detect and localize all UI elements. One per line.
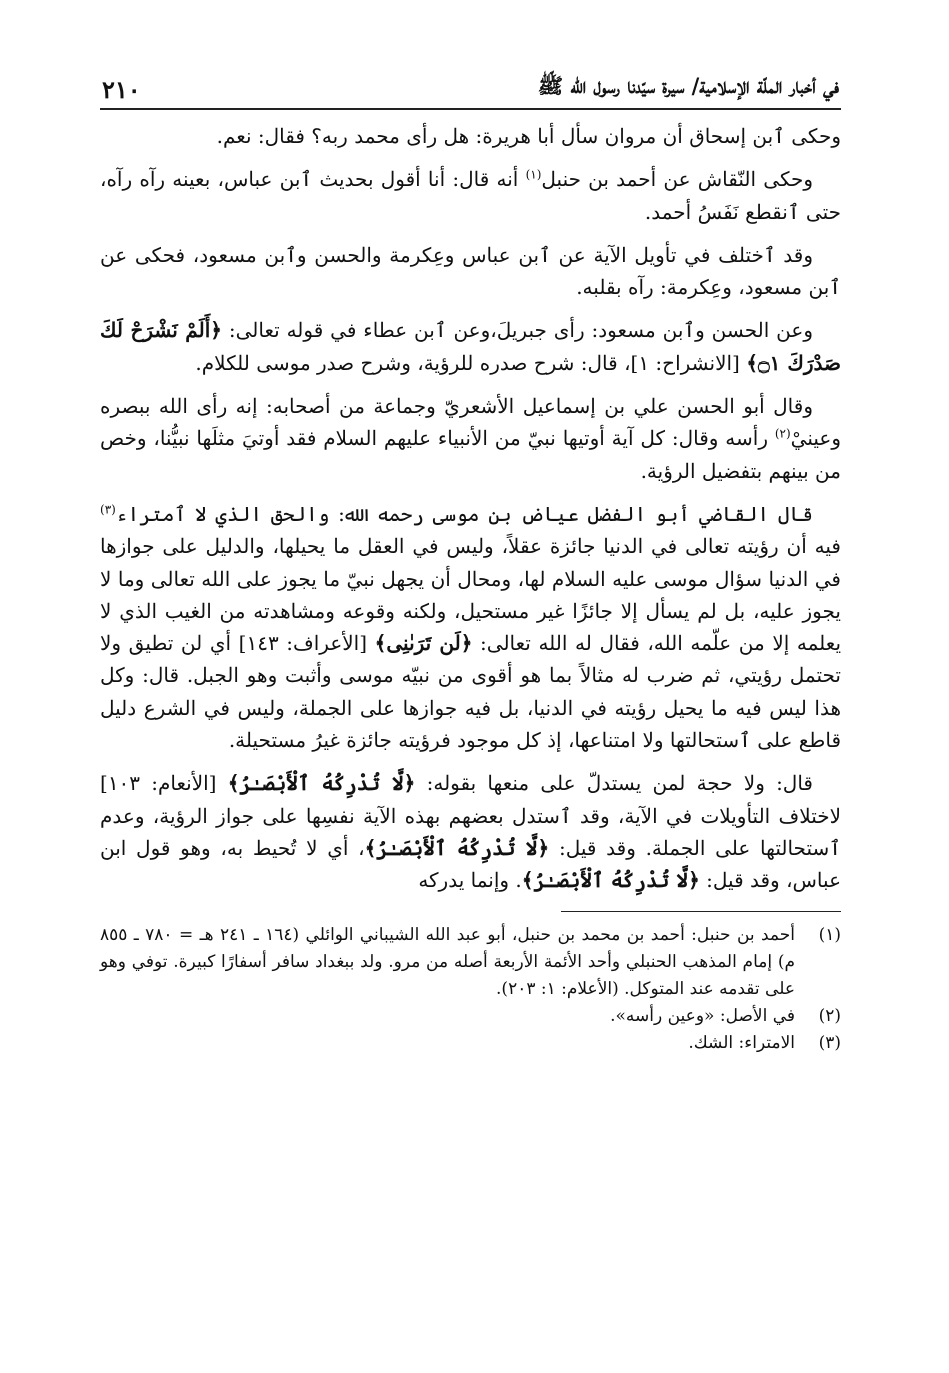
- footnote-text: الامتراء: الشك.: [688, 1032, 795, 1053]
- footnote-number: (٢): [818, 1005, 841, 1026]
- paragraph-text: أنه قال: أنا أقول بحديث ٱبن عباس، بعينه رآه رآه، حتى ٱنقطع نَفَسُ أحمد.: [100, 167, 841, 224]
- paragraph: [100, 239, 841, 304]
- paragraph-text: وحكى النّقاش عن أحمد بن حنبل: [541, 167, 814, 192]
- paragraph-text: وقد ٱختلف في تأويل الآية عن ٱبن عباس وعِكرمة والحسن وٱبن مسعود، فحكى عن ٱبن مسعود، وعِكرمة: رآه بقلبه.: [100, 242, 841, 300]
- paragraph-text: رأسه وقال: كل آية أوتيها نبيّ من الأنبياء عليهم السلام فقد أوتيَ مثلَها نبيُّنا، وخص من بينهم بتفضيل الرؤية.: [100, 426, 841, 483]
- paragraph-text: . وإنما يدركه: [418, 868, 522, 893]
- paragraph-text: قال القاضي أبو الفضل عياض بن موسى رحمه الله: والحق الذي لا ٱمتراء: [115, 501, 813, 526]
- paragraph: [100, 163, 841, 228]
- quran-quote: ﴿لَّا تُدْرِكُهُ ٱلْأَبْصَـٰرُ﴾: [521, 868, 700, 893]
- paragraph-text: وحكى ٱبن إسحاق أن مروان سأل أبا هريرة: هل رأى محمد ربه؟ فقال: نعم.: [216, 124, 841, 148]
- footnote-text: أحمد بن حنبل: أحمد بن محمد بن حنبل، أبو عبد الله الشيباني الوائلي (١٦٤ ـ ٢٤١ هـ = ٧٨٠ ـ ٨٥٥ م) إمام المذهب الحنبلي وأحد الأئمة الأربعة أصله من مرو. ولد ببغداد سافر أسفارًا كبيرة. توفي وهو على تقدمه عند المتوكل. (الأعلام: ١: ٢٠٣).: [100, 924, 795, 999]
- paragraph-text: ، أي لا تُحيط به، وهو قول ابن عباس، وقد قيل:: [100, 835, 841, 893]
- paragraph-text: [الانشراح: ١]، قال: شرح صدره للرؤية، وشرح صدر موسى للكلام.: [195, 350, 747, 375]
- paragraph-text: فيه أن رؤيته تعالى في الدنيا جائزة عقلاً، وليس في العقل ما يحيلها، والدليل على جوازها في الدنيا سؤال موسى عليه السلام لها، ومحال أن يجهل نبيّ ما يجوز على الله تعالى وما لا يجوز عليه، بل لم يسأل إلا جائزًا غير مستحيل، ولكنه وقوعه ومشاهدته من الغيب الذي لا يعلمه إلا من علّمه الله، فقال له الله تعالى:: [100, 534, 842, 656]
- footnotes: [100, 922, 841, 1057]
- running-title: في أخبار الملّة الإسلامية/ سيرة سيّدنا رسول الله ﷺ: [537, 73, 839, 98]
- footnote-reference: (٢): [774, 426, 791, 441]
- footnote-number: (٣): [818, 1032, 841, 1053]
- paragraph-text: وقال أبو الحسن علي بن إسماعيل الأشعريّ وجماعة من أصحابه: إنه رأى الله ببصره وعينيْ: [100, 394, 841, 451]
- paragraph: [100, 314, 841, 379]
- paragraph: [100, 390, 841, 487]
- footnote-reference: (٣): [100, 502, 116, 517]
- quran-quote: ﴿لَن تَرَىٰنِى﴾: [374, 631, 473, 656]
- footnote-number: (١): [818, 924, 841, 945]
- header-rule: [100, 108, 841, 110]
- paragraph-text: قال: ولا حجة لمن يستدلّ على منعها بقوله:: [415, 771, 813, 796]
- quran-quote: ﴿لَّا تُدْرِكُهُ ٱلْأَبْصَـٰرُ﴾: [227, 771, 416, 796]
- paragraph-text: [الأنعام: ١٠٣] لاختلاف التأويلات في الآية، وقد ٱستدل بعضهم بهذه الآية نفسِها على جواز الرؤية، وعدم ٱستحالتها على الجملة. وقد قيل:: [100, 771, 841, 860]
- page-header: [100, 70, 841, 108]
- page-number: ٢١٠: [102, 75, 141, 104]
- paragraph: [100, 767, 841, 896]
- footnote-reference: (١): [525, 167, 542, 182]
- footnote: [100, 1030, 841, 1057]
- paragraph-text: [الأعراف: ١٤٣] أي لن تطيق ولا تحتمل رؤيتي، ثم ضرب له مثالاً بما هو أقوى من نبيّه موسى وأثبت وهو الجبل. قال: وكل هذا ليس فيه ما يحيل رؤيته في الدنيا، بل فيه جوازها على الجملة، وليس في الشرع دليل قاطع على ٱستحالتها ولا امتناعها، إذ كل موجود فرؤيته جائزة غيرُ مستحيلة.: [100, 631, 841, 753]
- footnote: [100, 922, 841, 1003]
- quran-quote: ﴿لَّا تُدْرِكُهُ ٱلْأَبْصَـٰرُ﴾: [364, 835, 550, 860]
- footnote-rule: [561, 911, 841, 912]
- paragraph: [100, 498, 841, 756]
- paragraph: [100, 120, 841, 152]
- footnote-text: في الأصل: «وعين رأسه».: [610, 1005, 795, 1026]
- paragraph-text: وعن الحسن وٱبن مسعود: رأى جبريلَ،وعن ٱبن عطاء في قوله تعالى:: [221, 318, 813, 343]
- footnote: [100, 1003, 841, 1030]
- quran-quote: ﴿أَلَمْ نَشْرَحْ لَكَ صَدْرَكَ ۝١﴾: [100, 318, 841, 375]
- main-text: [100, 120, 841, 897]
